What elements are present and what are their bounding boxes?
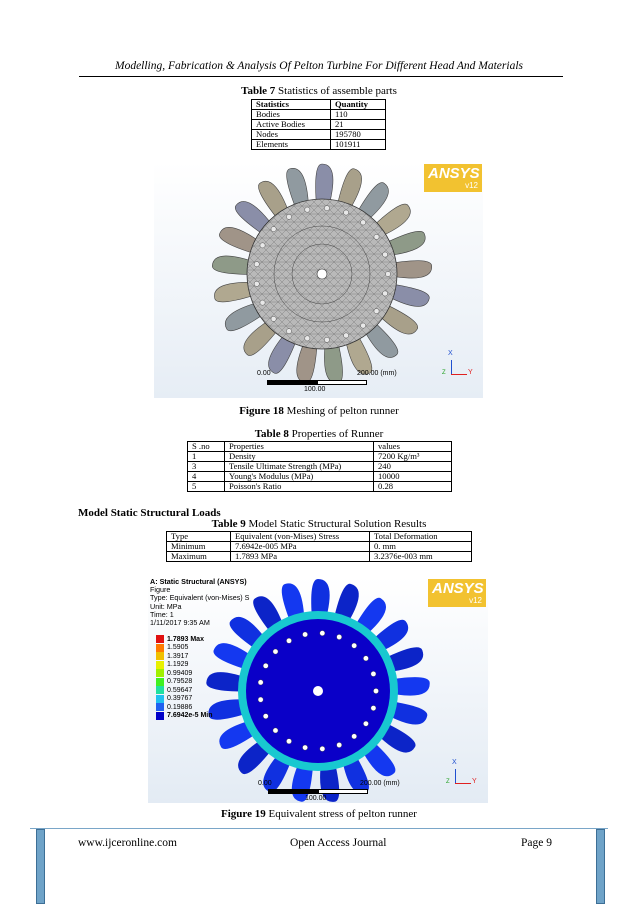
- center-hole: [317, 269, 327, 279]
- table-cell: 3: [188, 462, 225, 472]
- bolt-hole: [305, 207, 310, 212]
- bolt-hole: [337, 742, 342, 747]
- legend-swatch: [156, 703, 164, 711]
- scale-label-mid: 100.00: [304, 386, 326, 393]
- scale-label-right: 200.00 (mm): [357, 370, 397, 377]
- bolt-hole: [302, 632, 307, 637]
- scale-bar-white: [317, 380, 367, 385]
- footer-bar-left: [36, 829, 45, 904]
- table-cell: 1: [188, 452, 225, 462]
- section-heading: Model Static Structural Loads: [78, 507, 221, 519]
- legend-item: [156, 703, 213, 712]
- figure18-caption: Figure 18 Meshing of pelton runner: [239, 405, 399, 417]
- table-cell: Nodes: [252, 130, 331, 140]
- table-row: [188, 452, 452, 462]
- table-cell: 21: [331, 120, 386, 130]
- legend-swatch: [156, 695, 164, 703]
- bolt-hole: [373, 688, 378, 693]
- table-cell: 7.6942e-005 MPa: [231, 542, 370, 552]
- table7-caption: Table 7 Statistics of assemble parts: [241, 85, 397, 97]
- running-header: Modelling, Fabrication & Analysis Of Pelton Turbine For Different Head And Materials: [114, 60, 523, 72]
- table-cell: Minimum: [167, 542, 231, 552]
- figure19-title-block: [150, 578, 249, 627]
- bolt-hole: [271, 316, 276, 321]
- title-line: A: Static Structural (ANSYS): [150, 577, 247, 586]
- axis-triad: X Y Z: [442, 350, 473, 376]
- legend-swatch: [156, 678, 164, 686]
- bolt-hole: [371, 705, 376, 710]
- legend-item: [156, 661, 213, 670]
- legend-item: [156, 686, 213, 695]
- bolt-hole: [254, 262, 259, 267]
- table-cell: 0. mm: [370, 542, 472, 552]
- bolt-hole: [382, 252, 387, 257]
- legend-swatch: [156, 686, 164, 694]
- bolt-hole: [363, 721, 368, 726]
- table-row: [252, 130, 386, 140]
- bolt-hole: [344, 333, 349, 338]
- legend-swatch: [156, 712, 164, 720]
- header-rule: [79, 76, 563, 77]
- bolt-hole: [254, 281, 259, 286]
- legend-swatch: [156, 661, 164, 669]
- legend-label: 0.79528: [167, 678, 193, 686]
- bolt-hole: [382, 291, 387, 296]
- table-cell: 240: [374, 462, 452, 472]
- legend-label: 1.5905: [167, 644, 189, 652]
- column-header: S .no: [188, 442, 225, 452]
- table-cell: Density: [225, 452, 374, 462]
- legend-label: 1.1929: [167, 661, 189, 669]
- legend-item: [156, 678, 213, 687]
- legend-item: [156, 669, 213, 678]
- column-header: values: [374, 442, 452, 452]
- table-row: [188, 482, 452, 492]
- bolt-hole: [374, 309, 379, 314]
- column-header: Statistics: [252, 100, 331, 110]
- bolt-hole: [273, 649, 278, 654]
- bolt-hole: [352, 734, 357, 739]
- table-header-row: [252, 100, 386, 110]
- bolt-hole: [352, 643, 357, 648]
- ansys-logo: ANSYS v12: [424, 164, 482, 192]
- table-cell: Bodies: [252, 110, 331, 120]
- legend-item: [156, 695, 213, 704]
- column-header: Quantity: [331, 100, 386, 110]
- scale-bar-white: [318, 789, 368, 794]
- bolt-hole: [385, 271, 390, 276]
- legend-swatch: [156, 669, 164, 677]
- scale-bar-black: [267, 380, 317, 385]
- column-header: Total Deformation: [370, 532, 472, 542]
- table-cell: 101911: [331, 140, 386, 150]
- mesh-graphic: [154, 162, 483, 398]
- bolt-hole: [263, 714, 268, 719]
- legend-swatch: [156, 652, 164, 660]
- footer-bar-right: [596, 829, 605, 904]
- bolt-hole: [320, 631, 325, 636]
- table8-caption: Table 8 Properties of Runner: [254, 428, 384, 440]
- table8: [187, 441, 452, 492]
- ansys-logo: ANSYS v12: [428, 579, 486, 607]
- table-row: [167, 542, 472, 552]
- column-header: Properties: [225, 442, 374, 452]
- bolt-hole: [260, 300, 265, 305]
- bolt-hole: [371, 671, 376, 676]
- bolt-hole: [258, 697, 263, 702]
- legend-label: 7.6942e-5 Min: [167, 712, 213, 720]
- figure19-caption: Figure 19 Equivalent stress of pelton runner: [221, 808, 417, 820]
- bolt-hole: [363, 656, 368, 661]
- legend-label: 0.39767: [167, 695, 193, 703]
- table-row: [252, 120, 386, 130]
- footer-page-number: Page 9: [521, 837, 552, 849]
- bolt-hole: [344, 210, 349, 215]
- table-row: [252, 140, 386, 150]
- footer-website: www.ijceronline.com: [78, 837, 177, 849]
- scale-label-mid: 100.00: [305, 795, 327, 802]
- bolt-hole: [361, 220, 366, 225]
- table-header-row: [167, 532, 472, 542]
- bolt-hole: [302, 745, 307, 750]
- bolt-hole: [361, 323, 366, 328]
- legend-item: [156, 652, 213, 661]
- title-line: Type: Equivalent (von-Mises) S: [150, 593, 250, 603]
- bolt-hole: [324, 337, 329, 342]
- bolt-hole: [286, 638, 291, 643]
- table-header-row: [188, 442, 452, 452]
- bolt-hole: [258, 680, 263, 685]
- table-cell: Tensile Ultimate Strength (MPa): [225, 462, 374, 472]
- table9-caption: Table 9 Model Static Structural Solution Results: [211, 518, 427, 530]
- table-cell: 5: [188, 482, 225, 492]
- scale-label-left: 0.00: [257, 370, 271, 377]
- legend-label: 0.19886: [167, 703, 193, 711]
- figure18-mesh-image: [154, 162, 483, 398]
- table9: [166, 531, 472, 562]
- table-cell: Elements: [252, 140, 331, 150]
- figure19-stress-image: [148, 577, 488, 803]
- bolt-hole: [286, 329, 291, 334]
- stress-legend: [156, 635, 213, 720]
- scale-label-right: 200.00 (mm): [360, 780, 400, 787]
- bolt-hole: [320, 746, 325, 751]
- footer-rule: [30, 828, 608, 829]
- table-row: [188, 462, 452, 472]
- bolt-hole: [286, 739, 291, 744]
- table-cell: 10000: [374, 472, 452, 482]
- table-cell: Young's Modulus (MPa): [225, 472, 374, 482]
- legend-swatch: [156, 635, 164, 643]
- scale-label-left: 0.00: [258, 780, 272, 787]
- axis-triad: X Y Z: [446, 759, 477, 785]
- table-cell: 0.28: [374, 482, 452, 492]
- table-cell: Maximum: [167, 552, 231, 562]
- table-cell: 3.2376e-003 mm: [370, 552, 472, 562]
- bolt-hole: [263, 663, 268, 668]
- legend-label: 0.99409: [167, 669, 193, 677]
- title-line: 1/11/2017 9:35 AM: [150, 618, 210, 628]
- legend-label: 1.7893 Max: [167, 635, 204, 643]
- legend-swatch: [156, 644, 164, 652]
- title-line: Unit: MPa: [150, 601, 182, 611]
- legend-item: [156, 644, 213, 653]
- bolt-hole: [337, 634, 342, 639]
- title-line: Figure: [150, 585, 171, 595]
- column-header: Equivalent (von-Mises) Stress: [231, 532, 370, 542]
- legend-label: 0.59647: [167, 686, 193, 694]
- bolt-hole: [271, 227, 276, 232]
- table-cell: 7200 Kg/m³: [374, 452, 452, 462]
- table-row: [252, 110, 386, 120]
- table-cell: 195780: [331, 130, 386, 140]
- table-cell: 1.7893 MPa: [231, 552, 370, 562]
- table-cell: Poisson's Ratio: [225, 482, 374, 492]
- bolt-hole: [305, 336, 310, 341]
- table-row: [167, 552, 472, 562]
- legend-label: 1.3917: [167, 652, 189, 660]
- title-line: Time: 1: [150, 609, 174, 619]
- legend-item: [156, 712, 213, 721]
- table7: [251, 99, 386, 150]
- table-cell: 110: [331, 110, 386, 120]
- bolt-hole: [260, 243, 265, 248]
- center-hole: [313, 686, 323, 696]
- table-cell: 4: [188, 472, 225, 482]
- bolt-hole: [324, 206, 329, 211]
- table-cell: Active Bodies: [252, 120, 331, 130]
- table-row: [188, 472, 452, 482]
- bolt-hole: [286, 214, 291, 219]
- legend-item: [156, 635, 213, 644]
- scale-bar-black: [268, 789, 318, 794]
- column-header: Type: [167, 532, 231, 542]
- footer-journal: Open Access Journal: [290, 837, 387, 849]
- bolt-hole: [273, 728, 278, 733]
- bolt-hole: [374, 234, 379, 239]
